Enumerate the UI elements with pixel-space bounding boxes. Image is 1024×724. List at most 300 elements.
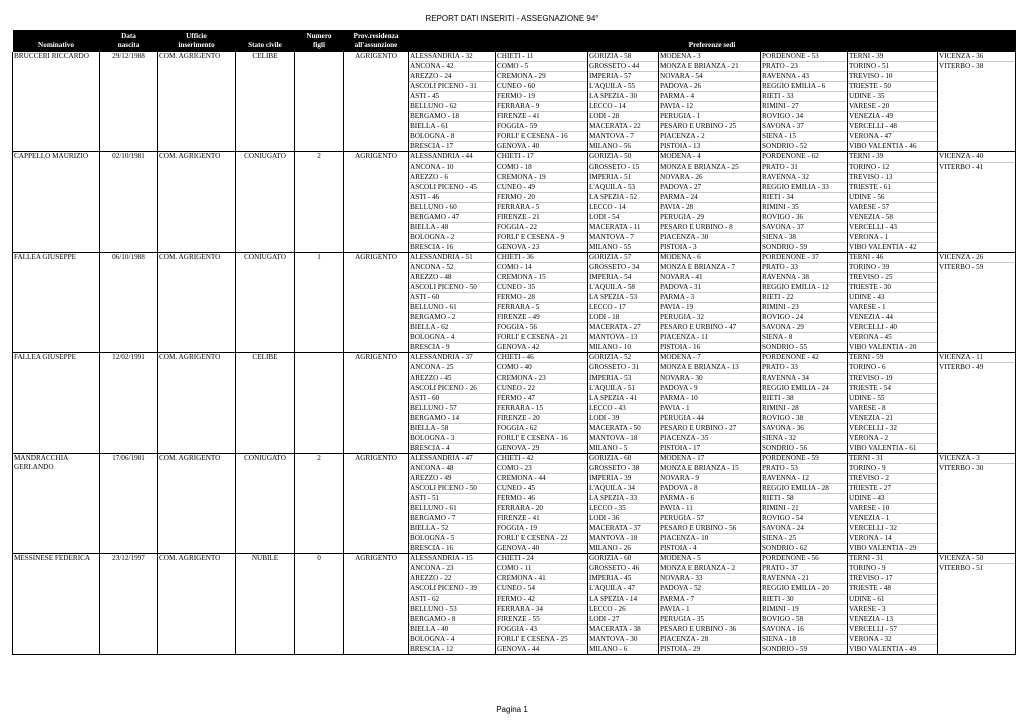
preferenza-sede: TERNI - 46 bbox=[848, 253, 937, 263]
table-row bbox=[13, 554, 1016, 654]
preferenza-sede: GROSSETO - 46 bbox=[588, 564, 658, 574]
preferenza-sede: GORIZIA - 57 bbox=[588, 253, 658, 263]
cell-prov-residenza: AGRIGENTO bbox=[344, 152, 409, 252]
preferenza-sede: COMO - 23 bbox=[496, 464, 587, 474]
preferenza-sede: RIETI - 33 bbox=[761, 92, 847, 102]
preferenza-sede: TERNI - 31 bbox=[848, 454, 937, 464]
preferenza-sede: PORDENONE - 56 bbox=[761, 554, 847, 564]
preferenza-sede: ASTI - 46 bbox=[409, 193, 495, 203]
preferenza-sede: PISTOIA - 3 bbox=[660, 242, 697, 251]
preferenza-sede: SONDRIO - 55 bbox=[762, 343, 808, 352]
cell-preferenze-col-1 bbox=[409, 353, 496, 453]
preferenza-sede: MONZA E BRIANZA - 7 bbox=[659, 263, 760, 273]
preferenza-sede: FOGGIA - 22 bbox=[496, 223, 587, 233]
preferenza-sede: IMPERIA - 53 bbox=[588, 374, 658, 384]
preferenza-sede: RAVENNA - 12 bbox=[761, 474, 847, 484]
cell-preferenze-col-2 bbox=[496, 252, 588, 352]
cell-preferenze-col-5 bbox=[761, 252, 848, 352]
preferenza-sede: SIENA - 25 bbox=[761, 534, 847, 544]
preferenza-sede: TERNI - 59 bbox=[848, 353, 937, 363]
preferenza-sede: BRESCIA - 9 bbox=[410, 343, 450, 352]
preferenza-sede: MACERATA - 11 bbox=[588, 223, 658, 233]
preferenza-sede: TREVISO - 25 bbox=[848, 273, 937, 283]
preferenza-sede: FOGGIA - 62 bbox=[496, 424, 587, 434]
preferenza-sede: FIRENZE - 21 bbox=[496, 213, 587, 223]
preferenza-sede: MILANO - 56 bbox=[589, 142, 631, 151]
preferenza-sede: PARMA - 10 bbox=[659, 394, 760, 404]
preferenza-sede: VITERBO - 38 bbox=[939, 62, 984, 71]
preferenza-sede: RAVENNA - 34 bbox=[761, 374, 847, 384]
cell-stato-civile: CONIUGATO bbox=[236, 453, 295, 553]
preferenza-sede: PORDENONE - 62 bbox=[761, 152, 847, 162]
preferenza-sede: CHIETI - 11 bbox=[496, 52, 587, 62]
cell-data-nascita: 02/10/1981 bbox=[100, 152, 158, 252]
preferenza-sede: MANTOVA - 13 bbox=[588, 333, 658, 343]
preferenza-sede: PRATO - 37 bbox=[761, 564, 847, 574]
cell-numero-figli: 2 bbox=[295, 453, 344, 553]
preferenza-sede: RIETI - 34 bbox=[761, 193, 847, 203]
preferenza-sede: ROVIGO - 54 bbox=[761, 514, 847, 524]
preferenza-sede: VERCELLI - 43 bbox=[848, 223, 937, 233]
preferenza-sede: COMO - 11 bbox=[496, 564, 587, 574]
preferenza-sede: MODENA - 4 bbox=[659, 152, 760, 162]
preferenza-sede: BIELLA - 61 bbox=[409, 122, 495, 132]
preferenza-sede: PISTOIA - 13 bbox=[660, 142, 701, 151]
preferenza-sede: MILANO - 6 bbox=[589, 644, 628, 653]
preferenza-sede: GENOVA - 44 bbox=[497, 644, 540, 653]
preferenza-sede: TORINO - 39 bbox=[848, 263, 937, 273]
preferenza-sede: ANCONA - 48 bbox=[409, 464, 495, 474]
preferenza-sede: CUNEO - 49 bbox=[496, 183, 587, 193]
preferenza-sede: UDINE - 43 bbox=[848, 494, 937, 504]
preferenza-sede: CUNEO - 54 bbox=[496, 584, 587, 594]
cell-numero-figli: 0 bbox=[295, 554, 344, 654]
preferenza-sede: TRIESTE - 50 bbox=[848, 82, 937, 92]
preferenza-sede: MONZA E BRIANZA - 13 bbox=[659, 363, 760, 373]
preferenza-sede: LA SPEZIA - 53 bbox=[588, 293, 658, 303]
cell-nominativo: MANDRACCHIA GERLANDO bbox=[13, 453, 100, 553]
preferenza-sede: PADOVA - 52 bbox=[659, 584, 760, 594]
cell-preferenze-col-1 bbox=[409, 453, 496, 553]
preferenza-sede: PIACENZA - 28 bbox=[659, 635, 760, 645]
preferenza-sede: VERONA - 14 bbox=[848, 534, 937, 544]
preferenza-sede: TORINO - 6 bbox=[848, 363, 937, 373]
preferenza-sede: SONDRIO - 59 bbox=[762, 242, 808, 251]
cell-prov-residenza: AGRIGENTO bbox=[344, 453, 409, 553]
header-ufficio: Ufficio inserimento bbox=[158, 30, 236, 52]
preferenza-sede: ASTI - 60 bbox=[409, 394, 495, 404]
preferenza-sede: PISTOIA - 17 bbox=[660, 443, 701, 452]
preferenza-sede: SAVONA - 29 bbox=[761, 323, 847, 333]
preferenza-sede: BELLUNO - 62 bbox=[409, 102, 495, 112]
preferenza-sede: FERRARA - 20 bbox=[496, 504, 587, 514]
cell-preferenze-col-7 bbox=[938, 353, 1016, 453]
preferenza-sede: VARESE - 10 bbox=[848, 504, 937, 514]
preferenza-sede: BERGAMO - 18 bbox=[409, 112, 495, 122]
preferenza-sede: ASCOLI PICENO - 31 bbox=[409, 82, 495, 92]
preferenza-sede: GROSSETO - 15 bbox=[588, 163, 658, 173]
preferenza-sede: LODI - 18 bbox=[588, 313, 658, 323]
preferenza-sede: IMPERIA - 57 bbox=[588, 72, 658, 82]
preferenza-sede: VERONA - 1 bbox=[848, 233, 937, 243]
preferenza-sede: PAVIA - 12 bbox=[659, 102, 760, 112]
table-row bbox=[13, 252, 1016, 352]
preferenza-sede: PISTOIA - 29 bbox=[660, 644, 701, 653]
preferenza-sede: FERMO - 42 bbox=[496, 595, 587, 605]
preferenza-sede: MILANO - 55 bbox=[589, 242, 631, 251]
cell-preferenze-col-6 bbox=[848, 554, 938, 654]
preferenza-sede: LECCO - 14 bbox=[588, 102, 658, 112]
cell-data-nascita: 12/02/1991 bbox=[100, 353, 158, 453]
preferenza-sede: NOVARA - 54 bbox=[659, 72, 760, 82]
preferenza-sede: MANTOVA - 30 bbox=[588, 635, 658, 645]
cell-prov-residenza: AGRIGENTO bbox=[344, 52, 409, 152]
preferenza-sede: CREMONA - 29 bbox=[496, 72, 587, 82]
preferenza-sede: VARESE - 1 bbox=[848, 303, 937, 313]
cell-preferenze-col-4 bbox=[659, 353, 761, 453]
preferenza-sede: ASTI - 60 bbox=[409, 293, 495, 303]
cell-preferenze-col-7 bbox=[938, 252, 1016, 352]
preferenza-sede: PERUGIA - 29 bbox=[659, 213, 760, 223]
cell-stato-civile: CELIBE bbox=[236, 353, 295, 453]
header-preferenze: Preferenze sedi bbox=[409, 30, 1016, 52]
preferenza-sede: GORIZIA - 60 bbox=[588, 454, 658, 464]
cell-data-nascita: 17/06/1981 bbox=[100, 453, 158, 553]
preferenza-sede: VIBO VALENTIA - 20 bbox=[849, 343, 917, 352]
preferenza-sede: ANCONA - 10 bbox=[409, 163, 495, 173]
preferenza-sede: VENEZIA - 49 bbox=[848, 112, 937, 122]
preferenza-sede: RAVENNA - 21 bbox=[761, 574, 847, 584]
preferenza-sede: VITERBO - 51 bbox=[939, 564, 984, 573]
preferenza-sede: PAVIA - 11 bbox=[659, 504, 760, 514]
preferenza-sede: MACERATA - 50 bbox=[588, 424, 658, 434]
cell-ufficio: COM. AGRIGENTO bbox=[158, 453, 236, 553]
preferenza-sede: MODENA - 17 bbox=[659, 454, 760, 464]
preferenza-sede: PISTOIA - 4 bbox=[660, 544, 697, 553]
cell-data-nascita: 29/12/1988 bbox=[100, 52, 158, 152]
preferenza-sede: VICENZA - 40 bbox=[938, 152, 1015, 162]
preferenza-sede: NOVARA - 33 bbox=[659, 574, 760, 584]
preferenza-sede: PESARO E URBINO - 8 bbox=[659, 223, 760, 233]
cell-stato-civile: CONIUGATO bbox=[236, 152, 295, 252]
preferenza-sede: VITERBO - 49 bbox=[939, 363, 984, 372]
cell-nominativo: FALLEA GIUSEPPE bbox=[13, 353, 100, 453]
cell-preferenze-col-7 bbox=[938, 52, 1016, 152]
preferenza-sede: VICENZA - 50 bbox=[938, 554, 1015, 564]
preferenza-sede: PADOVA - 31 bbox=[659, 283, 760, 293]
preferenza-sede: PORDENONE - 53 bbox=[761, 52, 847, 62]
preferenza-sede: PESARO E URBINO - 56 bbox=[659, 524, 760, 534]
cell-preferenze-col-5 bbox=[761, 453, 848, 553]
preferenza-sede: CHIETI - 46 bbox=[496, 353, 587, 363]
preferenza-sede: TREVISO - 2 bbox=[848, 474, 937, 484]
preferenza-sede: PAVIA - 1 bbox=[659, 605, 760, 615]
preferenza-sede: LODI - 36 bbox=[588, 514, 658, 524]
preferenza-sede: PIACENZA - 11 bbox=[659, 333, 760, 343]
preferenza-sede: PARMA - 24 bbox=[659, 193, 760, 203]
preferenza-sede: RIETI - 38 bbox=[761, 394, 847, 404]
preferenza-sede: SIENA - 8 bbox=[761, 333, 847, 343]
cell-preferenze-col-3 bbox=[588, 353, 659, 453]
preferenza-sede: CUNEO - 60 bbox=[496, 82, 587, 92]
cell-data-nascita: 23/12/1997 bbox=[100, 554, 158, 654]
preferenza-sede: VENEZIA - 44 bbox=[848, 313, 937, 323]
preferenza-sede: FORLI' E CESENA - 16 bbox=[496, 132, 587, 142]
preferenza-sede: PESARO E URBINO - 36 bbox=[659, 625, 760, 635]
cell-ufficio: COM. AGRIGENTO bbox=[158, 554, 236, 654]
preferenza-sede: VERCELLI - 40 bbox=[848, 323, 937, 333]
preferenza-sede: VENEZIA - 58 bbox=[848, 213, 937, 223]
preferenza-sede: FORLI' E CESENA - 22 bbox=[496, 534, 587, 544]
preferenza-sede: PARMA - 6 bbox=[659, 494, 760, 504]
preferenza-sede: GENOVA - 40 bbox=[497, 142, 540, 151]
preferenza-sede: VICENZA - 3 bbox=[938, 454, 1015, 464]
preferenza-sede: PRATO - 33 bbox=[761, 263, 847, 273]
preferenza-sede: VITERBO - 59 bbox=[939, 262, 984, 271]
preferenza-sede: VERONA - 2 bbox=[848, 434, 937, 444]
preferenza-sede: GROSSETO - 31 bbox=[588, 363, 658, 373]
preferenza-sede: LODI - 39 bbox=[588, 414, 658, 424]
cell-preferenze-col-2 bbox=[496, 554, 588, 654]
preferenza-sede: VERCELLI - 57 bbox=[848, 625, 937, 635]
preferenza-sede: SIENA - 32 bbox=[761, 434, 847, 444]
preferenza-sede: PARMA - 7 bbox=[659, 595, 760, 605]
preferenza-sede: NOVARA - 41 bbox=[659, 273, 760, 283]
preferenza-sede: PERUGIA - 44 bbox=[659, 414, 760, 424]
preferenza-sede: AREZZO - 49 bbox=[409, 474, 495, 484]
preferenza-sede: UDINE - 61 bbox=[848, 595, 937, 605]
preferenza-sede: LA SPEZIA - 30 bbox=[588, 92, 658, 102]
preferenza-sede: PADOVA - 26 bbox=[659, 82, 760, 92]
cell-nominativo: FALLEA GIUSEPPE bbox=[13, 252, 100, 352]
preferenza-sede: COMO - 14 bbox=[496, 263, 587, 273]
preferenza-sede: VIBO VALENTIA - 29 bbox=[849, 544, 917, 553]
preferenza-sede: SAVONA - 37 bbox=[761, 223, 847, 233]
preferenza-sede: VICENZA - 26 bbox=[938, 253, 1015, 263]
preferenza-sede: RAVENNA - 43 bbox=[761, 72, 847, 82]
preferenza-sede: BELLUNO - 61 bbox=[409, 504, 495, 514]
preferenza-sede: FIRENZE - 41 bbox=[496, 514, 587, 524]
preferenza-sede: PIACENZA - 35 bbox=[659, 434, 760, 444]
preferenza-sede: ROVIGO - 58 bbox=[761, 615, 847, 625]
preferenza-sede: BOLOGNA - 3 bbox=[409, 434, 495, 444]
preferenza-sede: FERMO - 19 bbox=[496, 92, 587, 102]
cell-stato-civile: NUBILE bbox=[236, 554, 295, 654]
preferenza-sede: GORIZIA - 58 bbox=[588, 52, 658, 62]
preferenza-sede: VIBO VALENTIA - 42 bbox=[849, 242, 917, 251]
preferenza-sede: FOGGIA - 19 bbox=[496, 524, 587, 534]
preferenza-sede: VICENZA - 36 bbox=[938, 52, 1015, 62]
preferenza-sede: BIELLA - 62 bbox=[409, 323, 495, 333]
preferenza-sede: IMPERIA - 51 bbox=[588, 173, 658, 183]
preferenza-sede: UDINE - 56 bbox=[848, 193, 937, 203]
preferenza-sede: SONDRIO - 52 bbox=[762, 142, 808, 151]
cell-preferenze-col-1 bbox=[409, 554, 496, 654]
preferenza-sede: VENEZIA - 13 bbox=[848, 615, 937, 625]
table-row bbox=[13, 353, 1016, 453]
preferenza-sede: PORDENONE - 59 bbox=[761, 454, 847, 464]
preferenza-sede: REGGIO EMILIA - 28 bbox=[761, 484, 847, 494]
preferenza-sede: PARMA - 4 bbox=[659, 92, 760, 102]
preferenza-sede: GROSSETO - 38 bbox=[588, 464, 658, 474]
header-row bbox=[13, 30, 1016, 52]
preferenza-sede: BELLUNO - 53 bbox=[409, 605, 495, 615]
preferenza-sede: IMPERIA - 39 bbox=[588, 474, 658, 484]
report-body bbox=[13, 52, 1016, 654]
preferenza-sede: VARESE - 8 bbox=[848, 404, 937, 414]
preferenza-sede: MANTOVA - 18 bbox=[588, 434, 658, 444]
preferenza-sede: NOVARA - 30 bbox=[659, 374, 760, 384]
preferenza-sede: RIETI - 22 bbox=[761, 293, 847, 303]
cell-preferenze-col-2 bbox=[496, 52, 588, 152]
preferenza-sede: MILANO - 26 bbox=[589, 544, 631, 553]
preferenza-sede: FORLI' E CESENA - 9 bbox=[496, 233, 587, 243]
preferenza-sede: CREMONA - 15 bbox=[496, 273, 587, 283]
preferenza-sede: BERGAMO - 2 bbox=[409, 313, 495, 323]
preferenza-sede: REGGIO EMILIA - 24 bbox=[761, 384, 847, 394]
preferenza-sede: FOGGIA - 59 bbox=[496, 122, 587, 132]
preferenza-sede: BOLOGNA - 4 bbox=[409, 635, 495, 645]
preferenza-sede: REGGIO EMILIA - 6 bbox=[761, 82, 847, 92]
cell-preferenze-col-6 bbox=[848, 152, 938, 252]
cell-preferenze-col-4 bbox=[659, 52, 761, 152]
preferenza-sede: BERGAMO - 14 bbox=[409, 414, 495, 424]
preferenza-sede: LA SPEZIA - 14 bbox=[588, 595, 658, 605]
preferenza-sede: VITERBO - 41 bbox=[939, 162, 984, 171]
preferenza-sede: TERNI - 39 bbox=[848, 152, 937, 162]
preferenza-sede: TORINO - 9 bbox=[848, 564, 937, 574]
cell-preferenze-col-5 bbox=[761, 52, 848, 152]
preferenza-sede: BRESCIA - 16 bbox=[410, 544, 454, 553]
preferenza-sede: UDINE - 43 bbox=[848, 293, 937, 303]
preferenza-sede: GORIZIA - 50 bbox=[588, 152, 658, 162]
preferenza-sede: LECCO - 43 bbox=[588, 404, 658, 414]
preferenza-sede: LA SPEZIA - 52 bbox=[588, 193, 658, 203]
preferenza-sede: PESARO E URBINO - 47 bbox=[659, 323, 760, 333]
preferenza-sede: BELLUNO - 60 bbox=[409, 203, 495, 213]
preferenza-sede: GENOVA - 40 bbox=[497, 544, 540, 553]
preferenza-sede: VERONA - 45 bbox=[848, 333, 937, 343]
cell-preferenze-col-4 bbox=[659, 554, 761, 654]
preferenza-sede: IMPERIA - 45 bbox=[588, 574, 658, 584]
preferenza-sede: SAVONA - 37 bbox=[761, 122, 847, 132]
preferenza-sede: UDINE - 55 bbox=[848, 394, 937, 404]
preferenza-sede: MONZA E BRIANZA - 25 bbox=[659, 163, 760, 173]
preferenza-sede: LA SPEZIA - 41 bbox=[588, 394, 658, 404]
preferenza-sede: VERONA - 32 bbox=[848, 635, 937, 645]
preferenza-sede: LECCO - 17 bbox=[588, 303, 658, 313]
preferenza-sede: ROVIGO - 36 bbox=[761, 213, 847, 223]
preferenza-sede: AREZZO - 45 bbox=[409, 374, 495, 384]
preferenza-sede: VERCELLI - 32 bbox=[848, 424, 937, 434]
preferenza-sede: FERMO - 28 bbox=[496, 293, 587, 303]
cell-preferenze-col-6 bbox=[848, 353, 938, 453]
cell-preferenze-col-7 bbox=[938, 554, 1016, 654]
preferenza-sede: ASCOLI PICENO - 50 bbox=[409, 283, 495, 293]
preferenza-sede: BIELLA - 58 bbox=[409, 424, 495, 434]
cell-prov-residenza: AGRIGENTO bbox=[344, 554, 409, 654]
preferenza-sede: ASCOLI PICENO - 39 bbox=[409, 584, 495, 594]
preferenza-sede: FORLI' E CESENA - 21 bbox=[496, 333, 587, 343]
preferenza-sede: FERRARA - 5 bbox=[496, 203, 587, 213]
preferenza-sede: VARESE - 20 bbox=[848, 102, 937, 112]
preferenza-sede: BELLUNO - 61 bbox=[409, 303, 495, 313]
cell-nominativo: MESSINESE FEDERICA bbox=[13, 554, 100, 654]
preferenza-sede: BOLOGNA - 4 bbox=[409, 333, 495, 343]
cell-ufficio: COM. AGRIGENTO bbox=[158, 52, 236, 152]
preferenza-sede: ALESSANDRIA - 32 bbox=[409, 52, 495, 62]
preferenza-sede: TREVISO - 17 bbox=[848, 574, 937, 584]
preferenza-sede: ROVIGO - 24 bbox=[761, 313, 847, 323]
preferenza-sede: FOGGIA - 43 bbox=[496, 625, 587, 635]
preferenza-sede: ASTI - 51 bbox=[409, 494, 495, 504]
preferenza-sede: BERGAMO - 7 bbox=[409, 514, 495, 524]
preferenza-sede: RIMINI - 21 bbox=[761, 504, 847, 514]
cell-preferenze-col-5 bbox=[761, 353, 848, 453]
preferenza-sede: PIACENZA - 10 bbox=[659, 534, 760, 544]
preferenza-sede: LECCO - 14 bbox=[588, 203, 658, 213]
cell-preferenze-col-3 bbox=[588, 252, 659, 352]
preferenza-sede: ASTI - 62 bbox=[409, 595, 495, 605]
preferenza-sede: ALESSANDRIA - 44 bbox=[409, 152, 495, 162]
header-data-nascita: Data nascita bbox=[100, 30, 158, 52]
cell-preferenze-col-3 bbox=[588, 152, 659, 252]
cell-stato-civile: CONIUGATO bbox=[236, 252, 295, 352]
preferenza-sede: PRATO - 31 bbox=[761, 163, 847, 173]
preferenza-sede: VARESE - 3 bbox=[848, 605, 937, 615]
preferenza-sede: VIBO VALENTIA - 61 bbox=[849, 443, 917, 452]
preferenza-sede: SIENA - 38 bbox=[761, 233, 847, 243]
preferenza-sede: RIMINI - 35 bbox=[761, 203, 847, 213]
preferenza-sede: GORIZIA - 52 bbox=[588, 353, 658, 363]
preferenza-sede: AREZZO - 22 bbox=[409, 574, 495, 584]
preferenza-sede: PERUGIA - 57 bbox=[659, 514, 760, 524]
preferenza-sede: ROVIGO - 34 bbox=[761, 112, 847, 122]
preferenza-sede: SIENA - 15 bbox=[761, 132, 847, 142]
preferenza-sede: L'AQUILA - 53 bbox=[588, 183, 658, 193]
preferenza-sede: FERRARA - 34 bbox=[496, 605, 587, 615]
preferenza-sede: FERMO - 20 bbox=[496, 193, 587, 203]
preferenza-sede: ALESSANDRIA - 47 bbox=[409, 454, 495, 464]
preferenza-sede: VERCELLI - 32 bbox=[848, 524, 937, 534]
cell-nominativo: CAPPELLO MAURIZIO bbox=[13, 152, 100, 252]
preferenza-sede: MONZA E BRIANZA - 21 bbox=[659, 62, 760, 72]
preferenza-sede: MACERATA - 27 bbox=[588, 323, 658, 333]
preferenza-sede: RIETI - 58 bbox=[761, 494, 847, 504]
preferenza-sede: RIMINI - 27 bbox=[761, 102, 847, 112]
preferenza-sede: CREMONA - 41 bbox=[496, 574, 587, 584]
cell-preferenze-col-6 bbox=[848, 453, 938, 553]
preferenza-sede: VERONA - 47 bbox=[848, 132, 937, 142]
preferenza-sede: RIMINI - 19 bbox=[761, 605, 847, 615]
preferenza-sede: L'AQUILA - 58 bbox=[588, 283, 658, 293]
preferenza-sede: FIRENZE - 41 bbox=[496, 112, 587, 122]
cell-ufficio: COM. AGRIGENTO bbox=[158, 353, 236, 453]
preferenza-sede: RIMINI - 28 bbox=[761, 404, 847, 414]
table-row bbox=[13, 152, 1016, 252]
preferenza-sede: BRESCIA - 17 bbox=[410, 142, 454, 151]
cell-preferenze-col-5 bbox=[761, 152, 848, 252]
report-table bbox=[12, 30, 1016, 655]
preferenza-sede: ASCOLI PICENO - 26 bbox=[409, 384, 495, 394]
preferenza-sede: REGGIO EMILIA - 12 bbox=[761, 283, 847, 293]
preferenza-sede: TERNI - 31 bbox=[848, 554, 937, 564]
preferenza-sede: LECCO - 35 bbox=[588, 504, 658, 514]
preferenza-sede: PESARO E URBINO - 25 bbox=[659, 122, 760, 132]
preferenza-sede: MACERATA - 37 bbox=[588, 524, 658, 534]
preferenza-sede: GENOVA - 42 bbox=[497, 343, 540, 352]
preferenza-sede: MANTOVA - 7 bbox=[588, 233, 658, 243]
